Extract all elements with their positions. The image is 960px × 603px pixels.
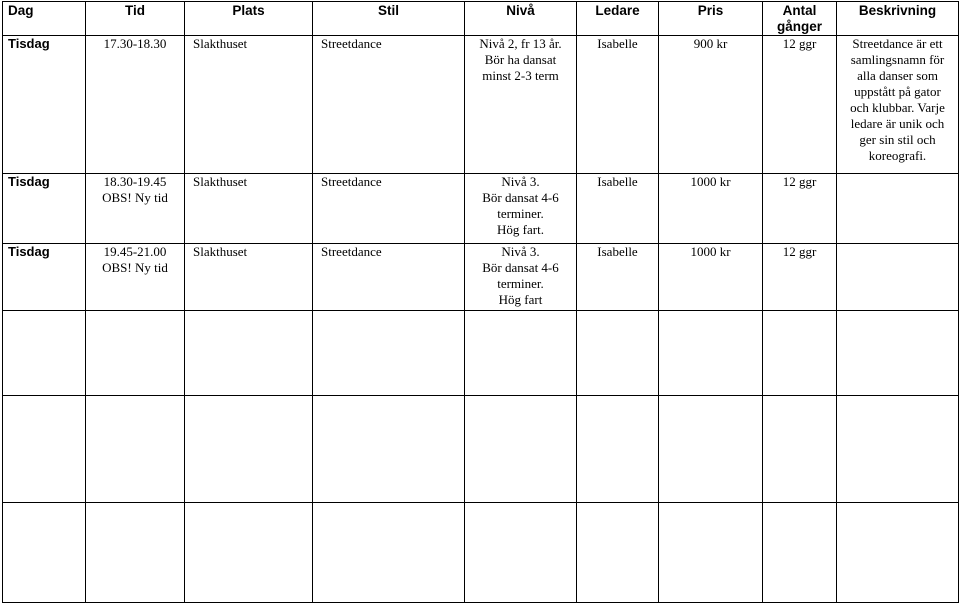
cell-stil: Streetdance <box>313 244 465 311</box>
empty-cell <box>577 311 659 396</box>
header-pris: Pris <box>659 2 763 36</box>
header-plats: Plats <box>185 2 313 36</box>
empty-cell <box>3 396 86 503</box>
cell-pris: 900 kr <box>659 36 763 174</box>
empty-row <box>3 503 959 603</box>
table-row <box>3 244 959 311</box>
header-antal-ganger: Antal gånger <box>763 2 837 36</box>
cell-stil: Streetdance <box>313 174 465 244</box>
cell-niva: Nivå 3. Bör dansat 4-6 terminer. Hög fart. <box>465 174 577 244</box>
cell-ledare: Isabelle <box>577 174 659 244</box>
cell-beskrivning: Streetdance är ett samlingsnamn för alla danser som uppstått på gator och klubbar. Varje ledare är unik och ger sin stil och koreografi. <box>837 36 959 174</box>
empty-row <box>3 311 959 396</box>
empty-cell <box>3 503 86 603</box>
empty-cell <box>86 503 185 603</box>
empty-cell <box>3 311 86 396</box>
cell-stil: Streetdance <box>313 36 465 174</box>
empty-cell <box>313 396 465 503</box>
table-row <box>3 174 959 244</box>
empty-cell <box>185 311 313 396</box>
empty-cell <box>659 503 763 603</box>
cell-tid: 18.30-19.45 OBS! Ny tid <box>86 174 185 244</box>
cell-antal: 12 ggr <box>763 174 837 244</box>
empty-cell <box>837 396 959 503</box>
cell-plats: Slakthuset <box>185 36 313 174</box>
empty-cell <box>185 396 313 503</box>
cell-dag: Tisdag <box>3 36 86 174</box>
empty-cell <box>577 503 659 603</box>
empty-cell <box>465 311 577 396</box>
empty-cell <box>465 396 577 503</box>
schedule-table <box>2 1 959 603</box>
empty-cell <box>763 311 837 396</box>
empty-row <box>3 396 959 503</box>
empty-cell <box>577 396 659 503</box>
cell-niva: Nivå 3. Bör dansat 4-6 terminer. Hög fart <box>465 244 577 311</box>
cell-ledare: Isabelle <box>577 244 659 311</box>
table-row <box>3 36 959 174</box>
empty-cell <box>659 396 763 503</box>
cell-tid: 19.45-21.00 OBS! Ny tid <box>86 244 185 311</box>
empty-cell <box>86 396 185 503</box>
cell-beskrivning <box>837 174 959 244</box>
empty-cell <box>763 396 837 503</box>
cell-pris: 1000 kr <box>659 174 763 244</box>
empty-cell <box>659 311 763 396</box>
empty-cell <box>313 503 465 603</box>
cell-antal: 12 ggr <box>763 244 837 311</box>
cell-antal: 12 ggr <box>763 36 837 174</box>
empty-cell <box>837 311 959 396</box>
cell-beskrivning <box>837 244 959 311</box>
cell-ledare: Isabelle <box>577 36 659 174</box>
cell-niva: Nivå 2, fr 13 år. Bör ha dansat minst 2-3 term <box>465 36 577 174</box>
empty-cell <box>185 503 313 603</box>
header-beskrivning: Beskrivning <box>837 2 959 36</box>
empty-cell <box>313 311 465 396</box>
cell-dag: Tisdag <box>3 244 86 311</box>
header-niva: Nivå <box>465 2 577 36</box>
cell-plats: Slakthuset <box>185 244 313 311</box>
empty-cell <box>465 503 577 603</box>
header-dag: Dag <box>3 2 86 36</box>
header-row <box>3 2 959 36</box>
header-stil: Stil <box>313 2 465 36</box>
empty-cell <box>763 503 837 603</box>
cell-dag: Tisdag <box>3 174 86 244</box>
header-tid: Tid <box>86 2 185 36</box>
cell-tid: 17.30-18.30 <box>86 36 185 174</box>
empty-cell <box>837 503 959 603</box>
cell-pris: 1000 kr <box>659 244 763 311</box>
cell-plats: Slakthuset <box>185 174 313 244</box>
empty-cell <box>86 311 185 396</box>
header-ledare: Ledare <box>577 2 659 36</box>
